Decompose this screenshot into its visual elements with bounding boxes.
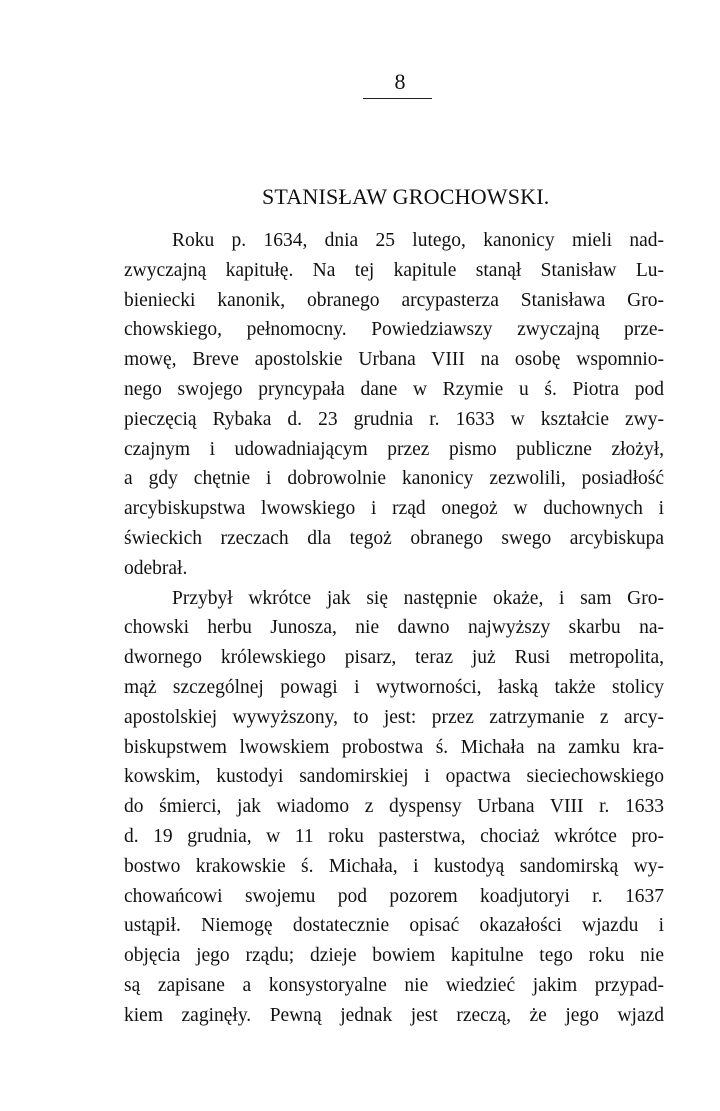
page-number: 8 bbox=[394, 69, 406, 94]
text-line: zwyczajną kapitułę. Na tej kapitule stanął Stanisław Lu- bbox=[124, 259, 664, 281]
text-line: kowskim, kustodyi sandomirskiej i opactwa sieciechowskiego bbox=[124, 766, 664, 788]
text-line: kiem zaginęły. Pewną jednak jest rzeczą, że jego wjazd bbox=[124, 1004, 664, 1026]
text-line: bieniecki kanonik, obranego arcypasterza Stanisława Gro- bbox=[124, 289, 664, 311]
text-line: arcybiskupstwa lwowskiego i rząd onegoż w duchownych i bbox=[124, 498, 664, 520]
text-line: biskupstwem lwowskiem probostwa ś. Michała na zamku kra- bbox=[124, 736, 664, 758]
section-title: STANISŁAW GROCHOWSKI. bbox=[262, 184, 550, 209]
text-line: apostolskiej wywyższony, to jest: przez zatrzymanie z arcy- bbox=[124, 706, 664, 728]
page-number-rule bbox=[363, 98, 432, 99]
text-line: mąż szczególnej powagi i wytworności, łaską także stolicy bbox=[124, 676, 664, 698]
text-line: bostwo krakowskie ś. Michała, i kustodyą sandomirską wy- bbox=[124, 855, 664, 877]
text-line: chowski herbu Junosza, nie dawno najwyższy skarbu na- bbox=[124, 617, 664, 639]
text-line: nego swojego pryncypała dane w Rzymie u ś. Piotra pod bbox=[124, 378, 664, 400]
text-line: Przybył wkrótce jak się następnie okaże, i sam Gro- bbox=[172, 587, 664, 609]
text-line: chowskiego, pełnomocny. Powiedziawszy zwyczajną prze- bbox=[124, 319, 664, 341]
text-line: chowańcowi swojemu pod pozorem koadjutoryi r. 1637 bbox=[124, 885, 664, 907]
text-line: świeckich rzeczach dla tegoż obranego swego arcybiskupa bbox=[124, 527, 664, 549]
body-text bbox=[124, 226, 664, 1031]
text-line: do śmierci, jak wiadomo z dyspensy Urbana VIII r. 1633 bbox=[124, 796, 664, 818]
text-line: dwornego królewskiego pisarz, teraz już Rusi metropolita, bbox=[124, 647, 664, 669]
text-line: Roku p. 1634, dnia 25 lutego, kanonicy mieli nad- bbox=[172, 230, 664, 251]
text-line: objęcia jego rządu; dzieje bowiem kapitulne tego roku nie bbox=[124, 945, 664, 967]
text-line: czajnym i udowadniającym przez pismo publiczne złożył, bbox=[124, 438, 664, 460]
text-line: ustąpił. Niemogę dostatecznie opisać okazałości wjazdu i bbox=[124, 915, 664, 937]
text-line: są zapisane a konsystoryalne nie wiedzieć jakim przypad- bbox=[124, 974, 664, 996]
text-line: d. 19 grudnia, w 11 roku pasterstwa, chociaż wkrótce pro- bbox=[124, 825, 664, 847]
text-line: pieczęcią Rybaka d. 23 grudnia r. 1633 w kształcie zwy- bbox=[124, 408, 664, 430]
text-line: mowę, Breve apostolskie Urbana VIII na osobę wspomnio- bbox=[124, 349, 664, 371]
text-line: a gdy chętnie i dobrowolnie kanonicy zezwolili, posiadłość bbox=[124, 468, 664, 490]
text-line: odebrał. bbox=[124, 557, 188, 579]
